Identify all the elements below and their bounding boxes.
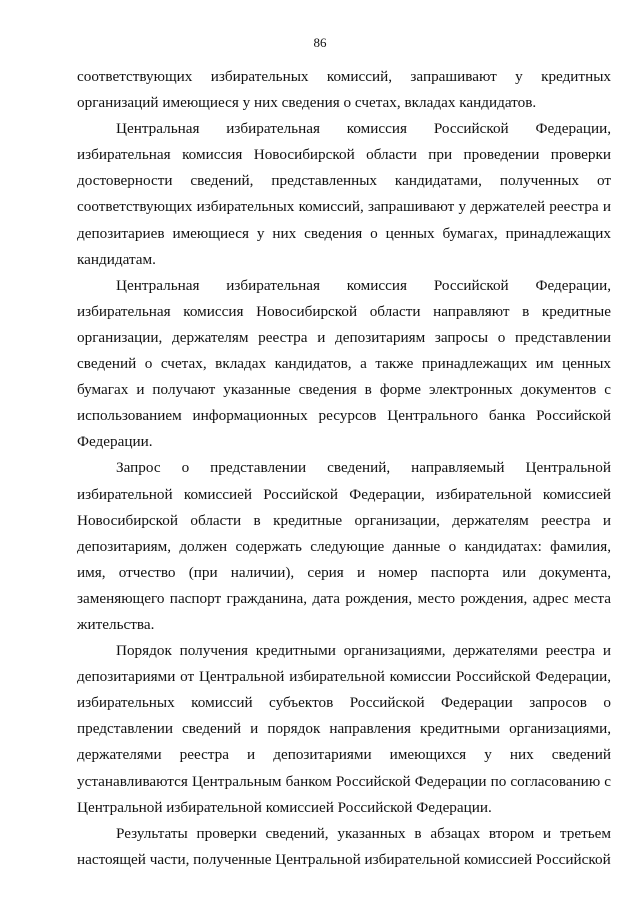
paragraph-request-contents: Запрос о представлении сведений, направляемый Центральной избирательной комиссией Российской Федерации, избирательной комиссией Новосибирской области в кредитные организации, держателям реестра и депозитариям, должен содержать следующие данные о кандидатах: фамилия, имя, отчество (при наличии), серия и номер паспорта или документа, заменяющего паспорт гражданина, дата рождения, место рождения, адрес места жительства.: [77, 459, 611, 633]
paragraph-requests-sent: Центральная избирательная комиссия Российской Федерации, избирательная комиссия Новосибирской области направляют в кредитные организации, держателям реестра и депозитариям запросы о представлении сведений о счетах, вкладах кандидатов, а также принадлежащих им ценных бумагах и получают указанные сведения в форме электронных документов с использованием информационных ресурсов Центрального банка Российской Федерации.: [77, 276, 611, 451]
page-number: 86: [313, 35, 327, 50]
paragraph-procedure: Порядок получения кредитными организациями, держателями реестра и депозитариями от Центральной избирательной комиссии Российской Федерации, избирательных комиссий субъектов Российской Федерации запросов о представлении сведений и порядок направления кредитными организациями, держателями реестра и депозитариями имеющихся у них сведений устанавливаются Центральным банком Российской Федерации по согласованию с Центральной избирательной комиссией Российской Федерации.: [77, 642, 611, 816]
paragraph-securities-check: Центральная избирательная комиссия Российской Федерации, избирательная комиссия Новосибирской области при проведении проверки достоверности сведений, представленных кандидатами, полученных от соответствующих избирательных комиссий, запрашивают у держателей реестра и депозитариев имеющиеся у них сведения о ценных бумагах, принадлежащих кандидатам.: [77, 120, 611, 268]
paragraph-continuation: соответствующих избирательных комиссий, запрашивают у кредитных организаций имеющиеся у них сведения о счетах, вкладах кандидатов.: [77, 68, 611, 112]
document-body: [77, 64, 611, 873]
paragraph-results: Результаты проверки сведений, указанных в абзацах втором и третьем настоящей части, полученные Центральной избирательной комиссией Российской: [77, 824, 611, 868]
